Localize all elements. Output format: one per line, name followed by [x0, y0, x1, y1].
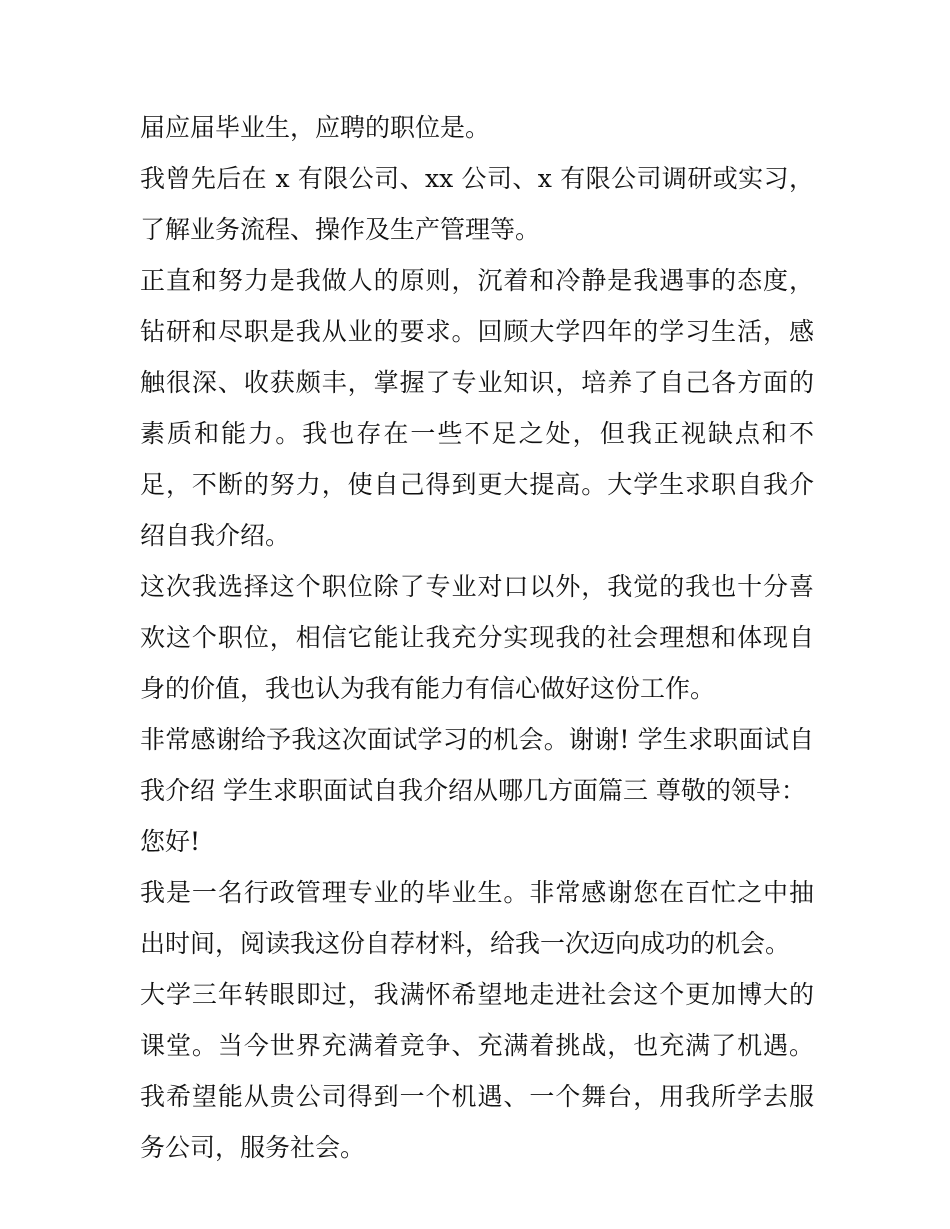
paragraph-7: 我是一名行政管理专业的毕业生。非常感谢您在百忙之中抽出时间，阅读我这份自荐材料，给我一次迈向成功的机会。: [140, 878, 814, 958]
paragraph-3: 正直和努力是我做人的原则，沉着和冷静是我遇事的态度，钻研和尽职是我从业的要求。回顾大学四年的学习生活，感触很深、收获颇丰，掌握了专业知识，培养了自己各方面的素质和能力。我也存在一些不足之处，但我正视缺点和不足，不断的努力，使自己得到更大提高。大学生求职自我介绍自我介绍。: [140, 266, 814, 550]
paragraph-8: 大学三年转眼即过，我满怀希望地走进社会这个更加博大的课堂。当今世界充满着竞争、充满着挑战，也充满了机遇。我希望能从贵公司得到一个机遇、一个舞台，用我所学去服务公司，服务社会。: [140, 980, 814, 1162]
paragraph-2: 我曾先后在 x 有限公司、xx 公司、x 有限公司调研或实习，了解业务流程、操作及生产管理等。: [140, 164, 814, 244]
paragraph-4: 这次我选择这个职位除了专业对口以外，我觉的我也十分喜欢这个职位，相信它能让我充分实现我的社会理想和体现自身的价值，我也认为我有能力有信心做好这份工作。: [140, 572, 814, 703]
paragraph-1: 届应届毕业生，应聘的职位是。: [140, 113, 491, 142]
paragraph-5: 非常感谢给予我这次面试学习的机会。谢谢! 学生求职面试自我介绍 学生求职面试自我介绍从哪几方面篇三 尊敬的领导：: [140, 725, 814, 805]
paragraph-6: 您好!: [140, 827, 201, 856]
document-body: [140, 102, 814, 1173]
